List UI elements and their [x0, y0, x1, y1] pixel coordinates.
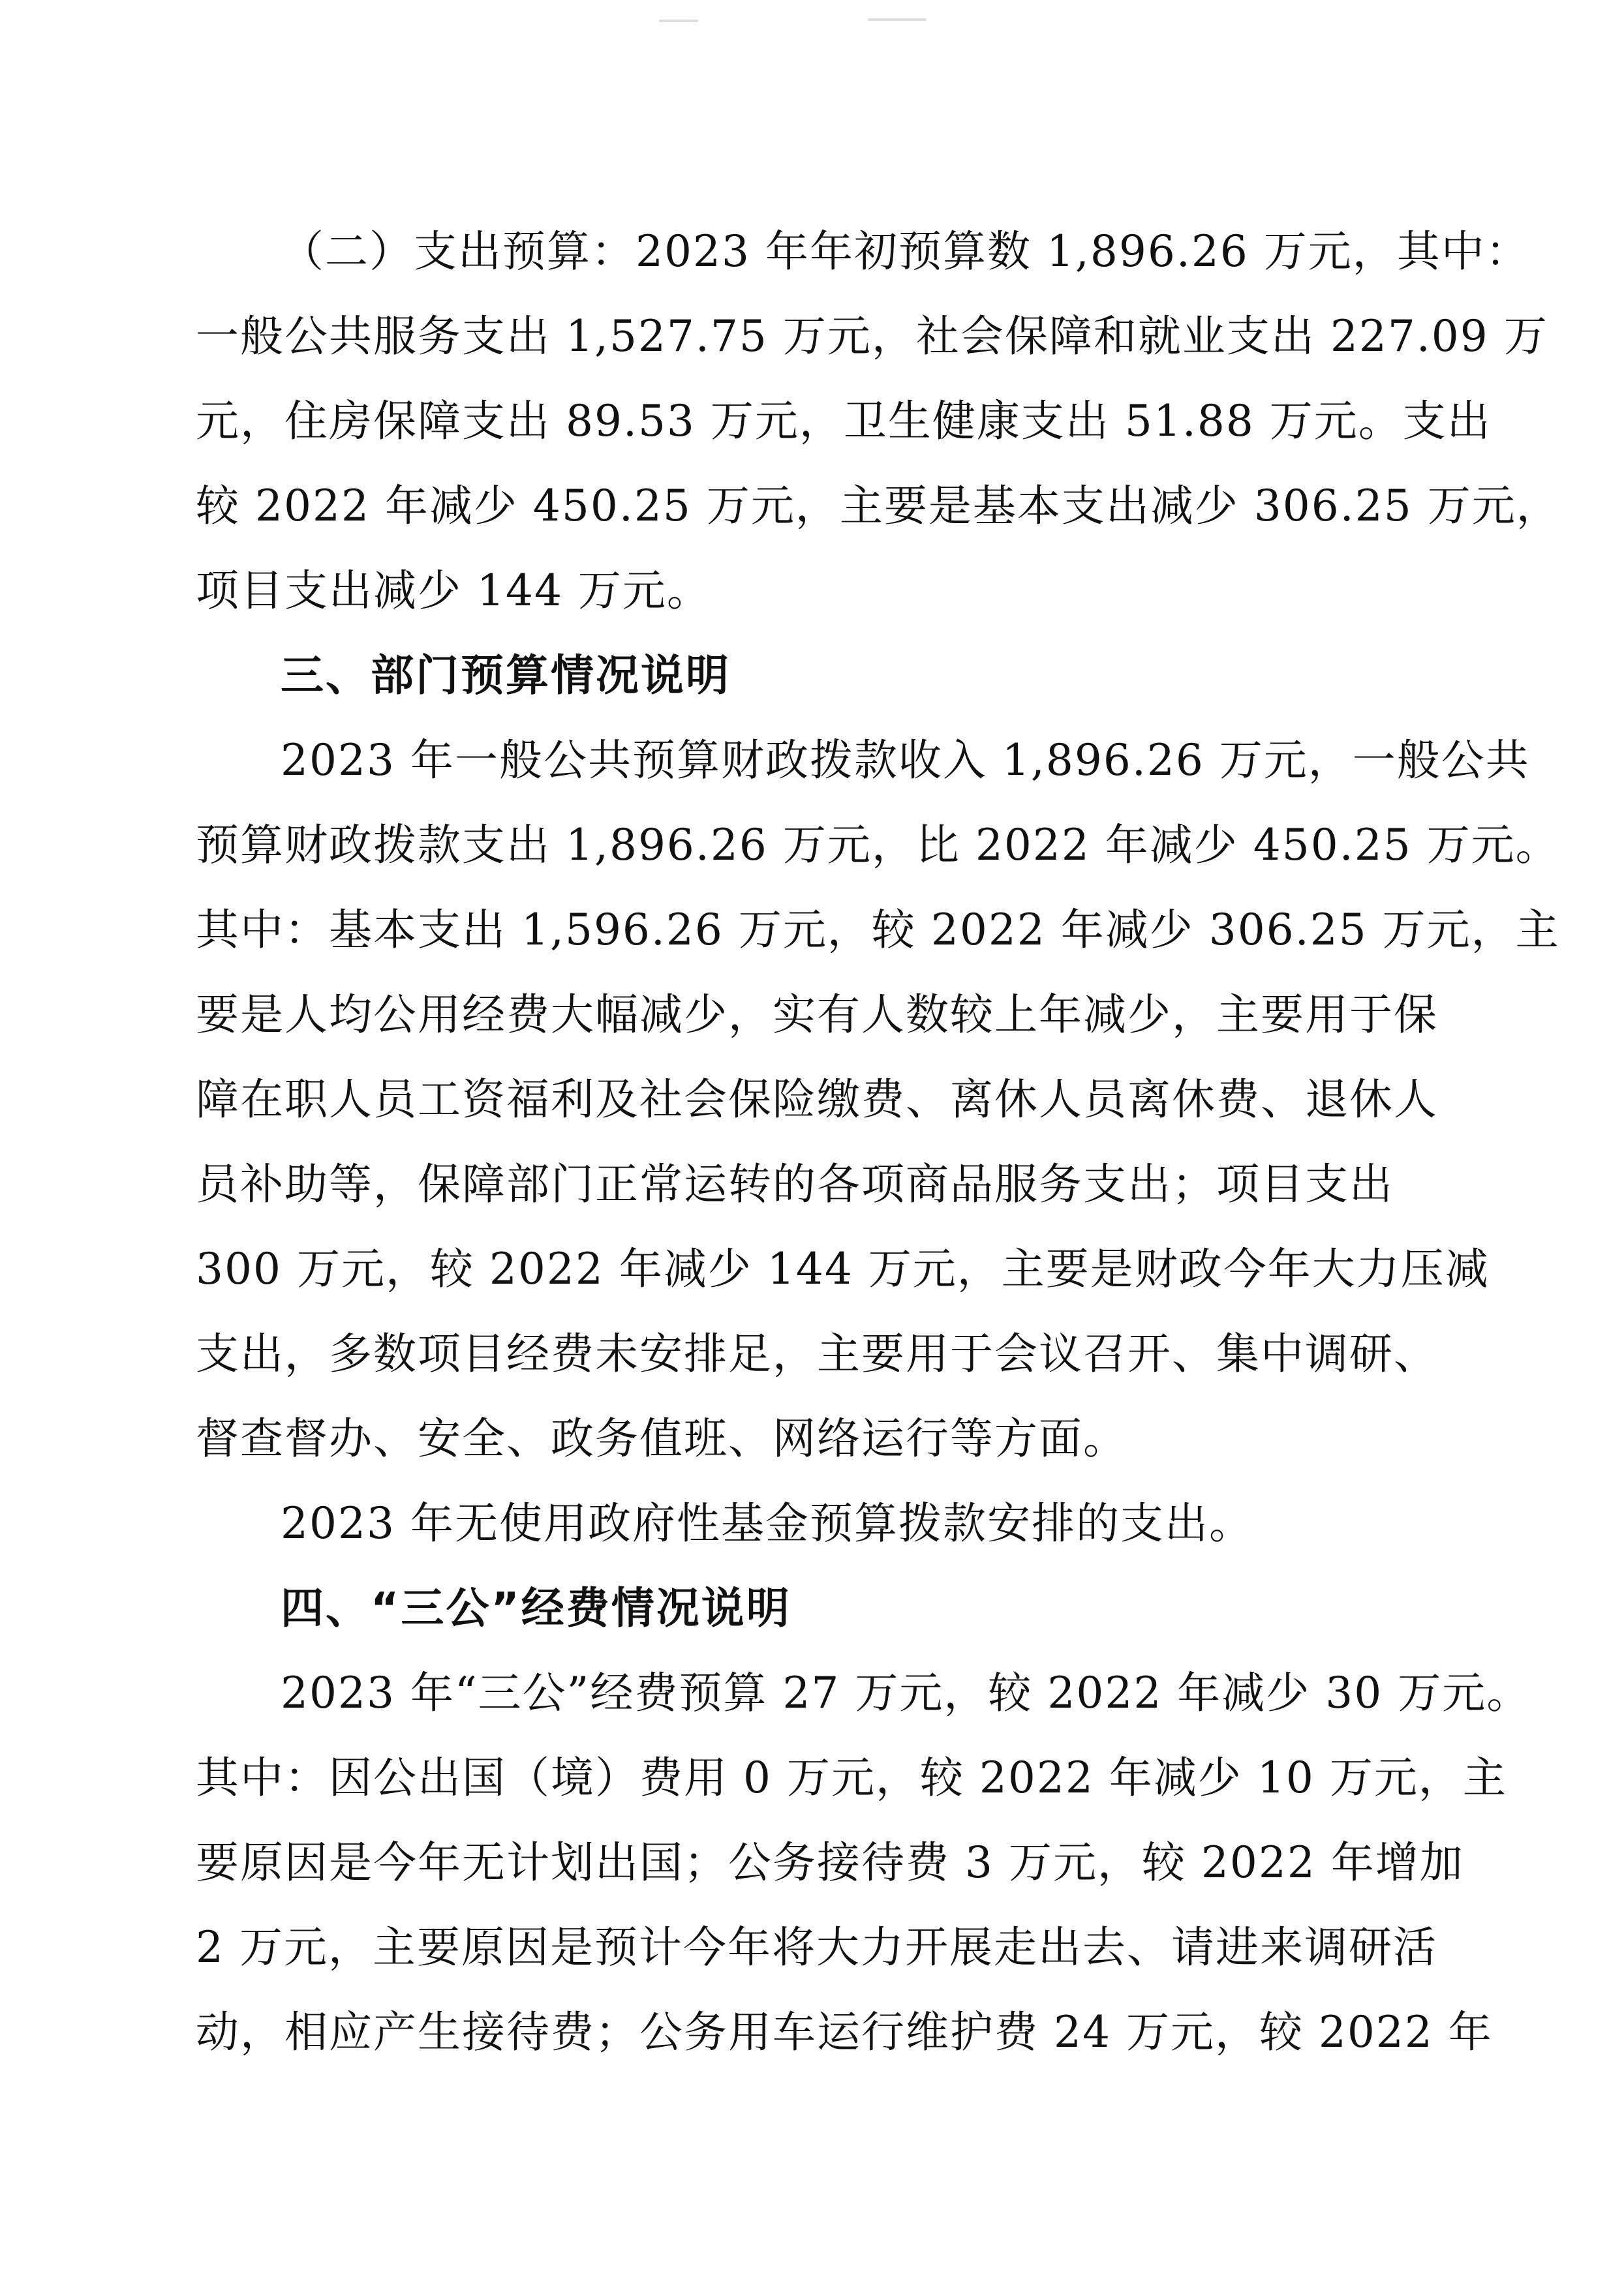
body-paragraph-line: 督查督办、安全、政务值班、网络运行等方面。 [196, 1413, 1127, 1464]
body-paragraph-line: 2023 年一般公共预算财政拨款收入 1,896.26 万元，一般公共 [281, 735, 1530, 785]
body-paragraph-line: 其中：基本支出 1,596.26 万元，较 2022 年减少 306.25 万元，主 [196, 905, 1560, 955]
body-paragraph-line: 2 万元，主要原因是预计今年将大力开展走出去、请进来调研活 [196, 1922, 1437, 1972]
body-paragraph-line: 其中：因公出国（境）费用 0 万元，较 2022 年减少 10 万元，主 [196, 1753, 1507, 1803]
body-paragraph-line: 较 2022 年减少 450.25 万元，主要是基本支出减少 306.25 万元， [196, 481, 1561, 531]
body-paragraph-line: 元，住房保障支出 89.53 万元，卫生健康支出 51.88 万元。支出 [196, 396, 1492, 446]
body-paragraph-line: 一般公共服务支出 1,527.75 万元，社会保障和就业支出 227.09 万 [196, 311, 1548, 361]
scan-mark [868, 18, 927, 21]
body-paragraph-line: 项目支出减少 144 万元。 [196, 566, 711, 616]
section-heading: 四、“三公”经费情况说明 [281, 1583, 791, 1633]
body-paragraph-line: 障在职人员工资福利及社会保险缴费、离休人员离休费、退休人 [196, 1074, 1438, 1125]
body-paragraph-line: 2023 年无使用政府性基金预算拨款安排的支出。 [281, 1498, 1253, 1548]
body-paragraph-line: 动，相应产生接待费；公务用车运行维护费 24 万元，较 2022 年 [196, 2007, 1493, 2057]
body-paragraph-line: 支出，多数项目经费未安排足，主要用于会议召开、集中调研、 [196, 1329, 1438, 1379]
scan-mark [659, 20, 698, 22]
body-paragraph-line: （二）支出预算：2023 年年初预算数 1,896.26 万元，其中： [281, 226, 1530, 277]
body-paragraph-line: 2023 年“三公”经费预算 27 万元，较 2022 年减少 30 万元。 [281, 1668, 1531, 1718]
body-paragraph-line: 要原因是今年无计划出国；公务接待费 3 万元，较 2022 年增加 [196, 1837, 1464, 1888]
body-paragraph-line: 预算财政拨款支出 1,896.26 万元，比 2022 年减少 450.25 万元。 [196, 820, 1560, 870]
body-paragraph-line: 300 万元，较 2022 年减少 144 万元，主要是财政今年大力压减 [196, 1244, 1490, 1294]
section-heading: 三、部门预算情况说明 [281, 650, 731, 701]
body-paragraph-line: 员补助等，保障部门正常运转的各项商品服务支出；项目支出 [196, 1159, 1394, 1209]
body-paragraph-line: 要是人均公用经费大幅减少，实有人数较上年减少，主要用于保 [196, 989, 1438, 1040]
